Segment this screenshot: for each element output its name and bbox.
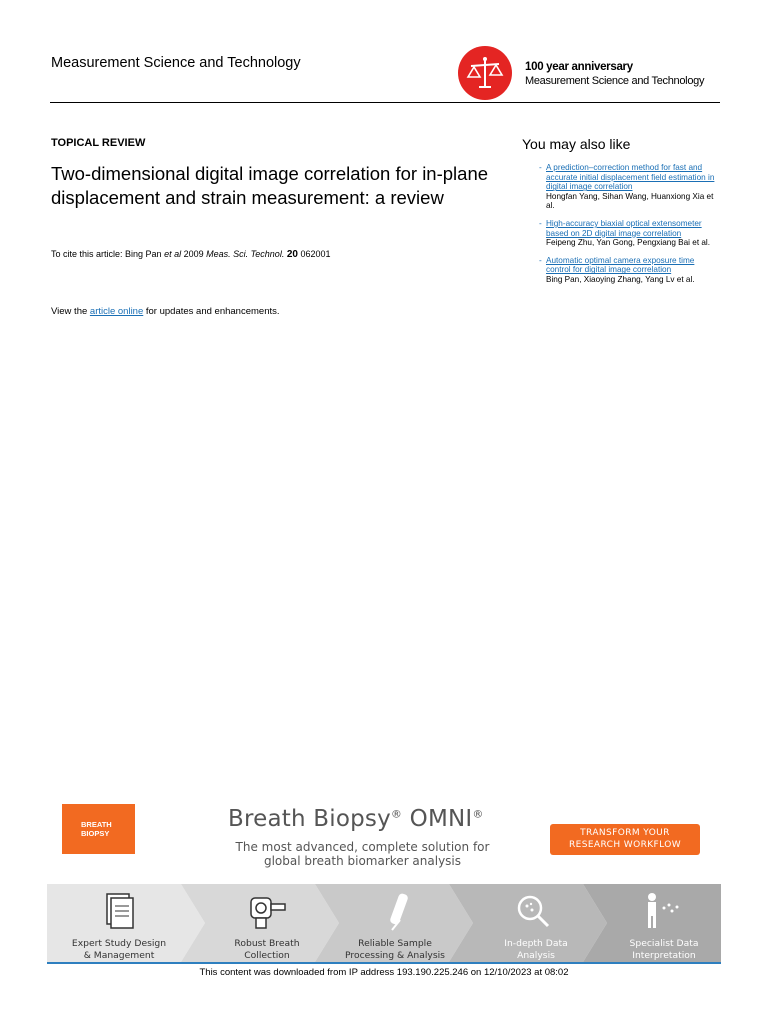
citation-line [51, 249, 331, 260]
cta-line1: TRANSFORM YOUR [580, 828, 670, 838]
step-label [471, 938, 601, 961]
ad-title-mark-2: ® [472, 807, 484, 821]
step-label-line1: Expert Study Design [71, 938, 167, 949]
anniversary-text [525, 61, 704, 88]
view-online-suffix: for updates and enhancements. [143, 306, 280, 317]
download-note: This content was downloaded from IP address 193.190.225.246 on 12/10/2023 at 08:02 [199, 967, 569, 978]
list-dash: - [539, 218, 542, 228]
related-article-link[interactable]: A prediction–correction method for fast and accurate initial displacement field estimation in digital image correlation [546, 163, 715, 192]
document-stack-icon [103, 892, 137, 932]
article-online-link[interactable]: article online [89, 306, 144, 317]
ad-title [228, 806, 484, 832]
step-label-line1: Robust Breath [234, 938, 300, 949]
related-article-authors: Bing Pan, Xiaoying Zhang, Yang Lv et al. [546, 274, 695, 284]
step-label-line2: Processing & Analysis [345, 949, 445, 961]
step-label-line2: Analysis [517, 949, 555, 961]
person-exhale-icon [642, 892, 686, 932]
ad-title-suffix: OMNI [402, 806, 473, 832]
related-article [539, 163, 719, 211]
logo-line2: BIOPSY [81, 829, 110, 838]
citation-prefix: To cite this article: Bing Pan [51, 249, 165, 259]
step-label [202, 938, 332, 961]
ad-subtitle: The most advanced, complete solution for global breath biomarker analysis [235, 840, 490, 868]
magnifier-icon [514, 892, 554, 932]
ad-title-mark: ® [390, 807, 403, 821]
citation-volume: 20 [286, 249, 298, 260]
citation-etal: et al [164, 249, 182, 259]
logo-line1: BREATH [81, 820, 112, 829]
breath-biopsy-logo [62, 804, 135, 854]
list-dash: - [539, 255, 542, 265]
related-article-authors: Hongfan Yang, Sihan Wang, Huanxiong Xia et al. [546, 191, 714, 211]
cta-line2: RESEARCH WORKFLOW [568, 840, 681, 850]
step-label [54, 938, 184, 961]
anniversary-subtitle: Measurement Science and Technology [525, 75, 705, 87]
ad-bottom-rule [47, 962, 721, 964]
breath-sampler-icon [247, 892, 291, 932]
step-label [599, 938, 729, 961]
view-online-prefix: View the [51, 306, 90, 317]
article-title: Two-dimensional digital image correlation for in-plane displacement and strain measurement: a review [51, 163, 489, 208]
step-label-line2: Interpretation [632, 949, 696, 961]
step-label-line1: Specialist Data [629, 938, 699, 949]
related-article-authors: Feipeng Zhu, Yan Gong, Pengxiang Bai et al. [546, 238, 711, 248]
related-article-link[interactable]: High-accuracy biaxial optical extensometer based on 2D digital image correlation [546, 218, 702, 238]
citation-journal: Meas. Sci. Technol. [206, 249, 285, 259]
breath-biopsy-advertisement[interactable] [47, 796, 721, 964]
header-divider [50, 102, 720, 103]
step-label-line1: Reliable Sample [358, 938, 432, 949]
anniversary-title: 100 year anniversary [525, 61, 633, 73]
list-dash: - [539, 163, 542, 172]
workflow-steps [47, 884, 721, 962]
step-label-line2: Collection [244, 949, 290, 961]
related-article [539, 256, 719, 285]
related-articles-list [539, 163, 719, 293]
related-article-link[interactable]: Automatic optimal camera exposure time control for digital image correlation [546, 255, 695, 275]
you-may-also-like-heading: You may also like [522, 136, 631, 152]
sample-tube-icon [384, 892, 414, 934]
anniversary-scales-logo-icon [458, 46, 512, 100]
citation-number: 062001 [297, 249, 331, 259]
related-article [539, 219, 719, 248]
step-label-line2: & Management [83, 949, 155, 961]
step-label-line1: In-depth Data [504, 938, 568, 949]
view-online-line [51, 306, 280, 317]
article-category: TOPICAL REVIEW [51, 137, 146, 149]
journal-name: Measurement Science and Technology [51, 55, 301, 71]
transform-workflow-button[interactable] [550, 824, 700, 855]
ad-title-main: Breath Biopsy [228, 806, 391, 832]
citation-year: 2009 [181, 249, 207, 259]
step-label [330, 938, 460, 961]
